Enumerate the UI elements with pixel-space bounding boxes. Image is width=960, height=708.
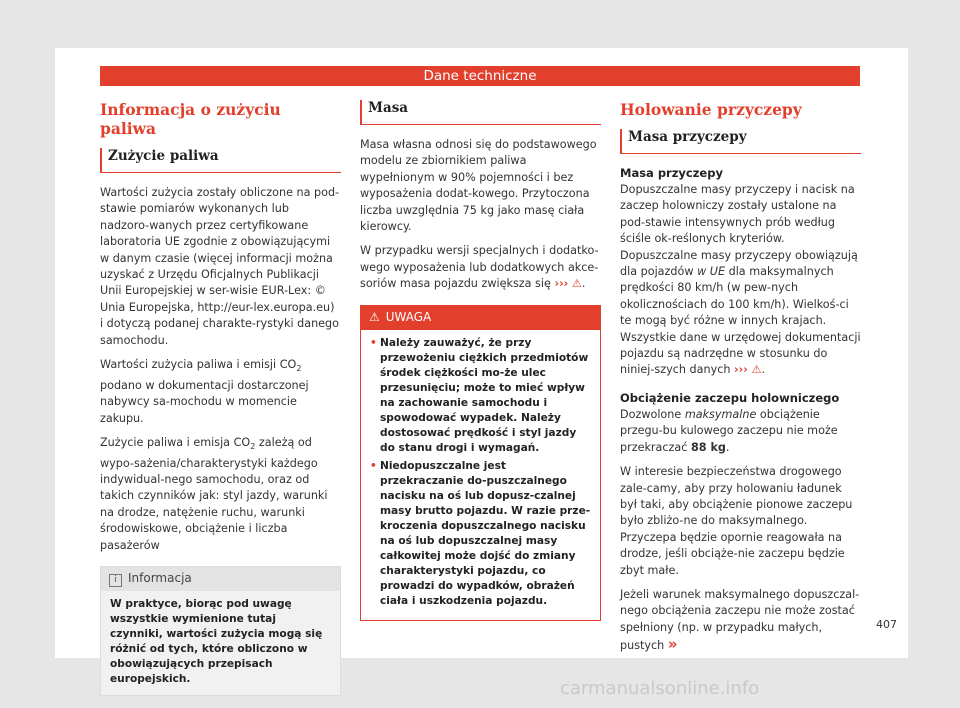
subheading-mass: Masa (360, 100, 601, 125)
warning-triangle-icon: ⚠ (369, 309, 380, 324)
cross-reference-arrow: ››› (554, 277, 569, 291)
warning-item: • Niedopuszczalne jest przekraczanie do-puszczalnego nacisku na oś lub dopusz-czalnej masy brutto pojazdu. W razie prze-kroczenia dopuszczalnego nacisku na oś lub dopuszczalnej masy całkowitej może dojść do zmiany charakterystyki pojazdu, co prowadzi do wypadków, obrażeń ciała i uszkodzenia pojazdu. (370, 459, 591, 609)
warning-triangle-icon: ⚠ (751, 363, 762, 377)
paragraph: Jeżeli warunek maksymalnego dopuszczal-nego obciążenia zaczepu nie może zostać spełniony (np. w przypadku małych, pustych » (620, 587, 860, 654)
heading-towing: Holowanie przyczepy (620, 100, 802, 119)
paragraph: Wartości zużycia paliwa i emisji $CO_2$ podano w dokumentacji dostarczonej nabywcy sa-mochodu w momencie zakupu. (100, 358, 309, 425)
warning-box-body (361, 330, 600, 620)
paragraph: W przypadku wersji specjalnych i dodatko-wego wyposażenia lub dodatkowych akce-soriów masa pojazdu zwiększa się ››› ⚠. (360, 244, 599, 291)
paragraph: Zużycie paliwa i emisja $CO_2$ zależą od wypo-sażenia/charakterystyki każdego indywidual-nego samochodu, oraz od takich czynników jak: styl jazdy, warunki na drodze, natężenie ruchu, warunki środowiskowe, obciążenie i liczba pasażerów (100, 435, 328, 552)
subheading-fuel-consumption: Zużycie paliwa (100, 148, 341, 173)
column-towing (620, 96, 861, 663)
warning-triangle-icon: ⚠ (571, 277, 582, 291)
section-header-band (100, 66, 860, 86)
column-mass (360, 96, 601, 621)
heading-fuel-info: Informacja o zużyciu paliwa (100, 100, 281, 138)
continue-arrow: » (667, 635, 678, 654)
column-fuel-consumption (100, 96, 341, 696)
warning-box-header: ⚠ UWAGA (361, 306, 600, 330)
cross-reference-arrow: ››› (734, 363, 748, 377)
section-title: Masa przyczepy (620, 166, 723, 180)
header-title: Dane techniczne (423, 68, 537, 84)
watermark: carmanualsonline.info (560, 678, 760, 699)
page-number: 407 (876, 618, 897, 631)
info-box-header: i Informacja (101, 567, 340, 591)
warning-item: • Należy zauważyć, że przy przewożeniu ciężkich przedmiotów środek ciężkości mo-że ulec przesunięciu; może to mieć wpływ na zachowanie samochodu i spowodować wypadek. Należy dostosować prędkość i styl jazdy do stanu drogi i wymagań. (370, 336, 591, 456)
paragraph: Wartości zużycia zostały obliczone na pod-stawie pomiarów wykonanych lub nadzoro-wanych przez certyfikowane laboratoria UE zgodnie z obowiązującymi w danym czasie (więcej informacji można uzyskać z Urzędu Oficjalnych Publikacji Unii Europejskiej w ser-wisie EUR-Lex: © Unia Europejska, http://eur-lex.europa.eu) i dotyczą podanej charakte-rystyki danego samochodu. (100, 186, 340, 347)
info-icon: i (109, 574, 122, 587)
paragraph: Masa własna odnosi się do podstawowego modelu ze zbiornikiem paliwa wypełnionym w 90% pojemności i bez wyposażenia dodat-kowego. Przytoczona liczba uwzględnia 75 kg jako masę ciała kierowcy. (360, 138, 597, 234)
paragraph: W interesie bezpieczeństwa drogowego zale-camy, aby przy holowaniu ładunek był taki, aby obciążenie pionowe zaczepu było zbliżo-ne do maksymalnego. Przyczepa będzie opornie reagowała na drodze, jeśli obciąże-nie zaczepu będzie zbyt małe. (620, 465, 853, 577)
section-title: Obciążenie zaczepu holowniczego (620, 390, 840, 405)
paragraph: Dopuszczalne masy przyczepy i nacisk na zaczep holowniczy zostały ustalone na pod-stawie intensywnych prób według ściśle ok-reślonych kryteriów. Dopuszczalne masy przyczepy obowiązują dla pojazdów w UE dla maksymalnych prędkości 80 km/h (w pew-nych okolicznościach do 100 km/h). Wielkoś-ci te mogą być różne w innych krajach. Wszystkie dane w urzędowej dokumentacji pojazdu są nadrzędne w stosunku do niniej-szych danych ››› ⚠. (620, 183, 861, 377)
warning-box (360, 305, 601, 621)
info-box-text: W praktyce, biorąc pod uwagę wszystkie wymienione tutaj czynniki, wartości zużycia mogą się różnić od tych, które obliczono w obowiązujących przepisach europejskich. (110, 598, 323, 685)
paragraph: Dozwolone maksymalne obciążenie przegu-bu kulowego zaczepu nie może przekraczać 88 kg. (620, 407, 838, 454)
info-box (100, 566, 341, 696)
subheading-trailer-mass: Masa przyczepy (620, 129, 861, 154)
